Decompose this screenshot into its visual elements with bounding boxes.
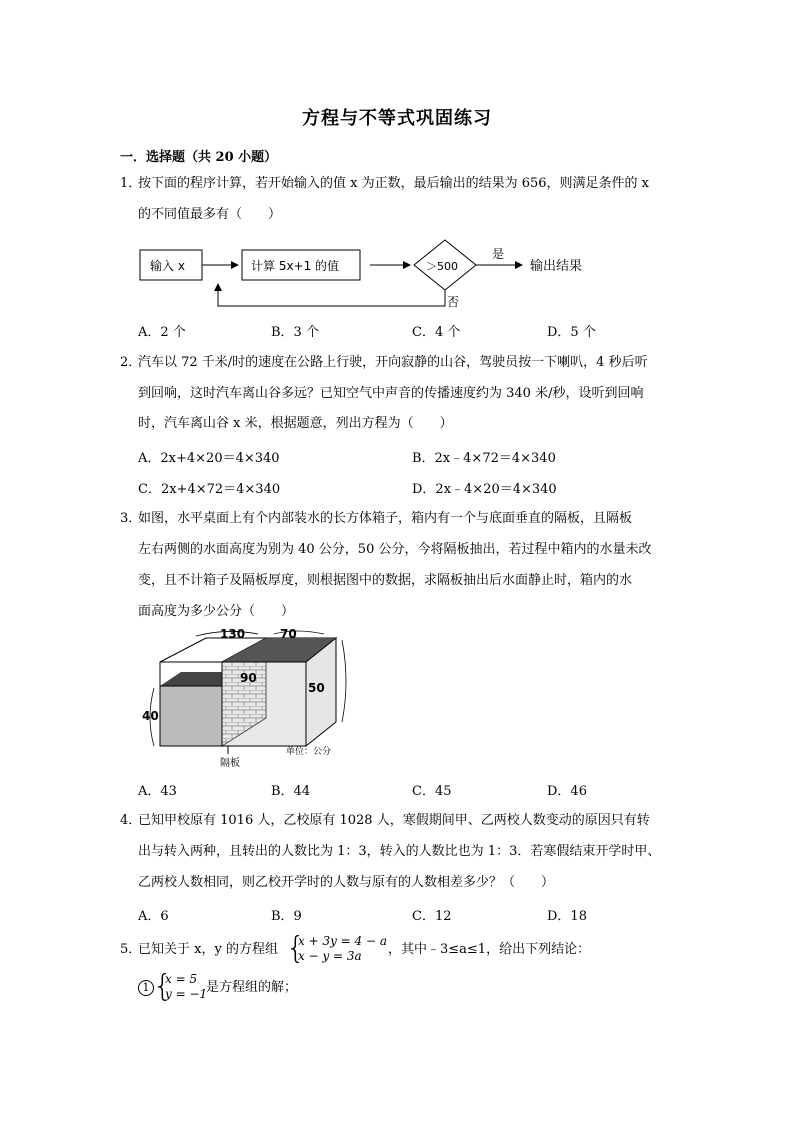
label-40: 40 <box>142 709 159 723</box>
q4-line1: 已知甲校原有 1016 人，乙校原有 1028 人，寒假期间甲、乙两校人数变动的原因只有转 <box>138 813 650 828</box>
label-90: 90 <box>240 671 257 685</box>
left-water-front <box>160 686 222 746</box>
q3-option-a: A．43 <box>138 784 177 799</box>
q5-number: 5． <box>120 942 142 957</box>
q5-c1-text: 是方程组的解； <box>206 980 298 995</box>
q5-pre: 已知关于 x，y 的方程组 <box>138 942 278 957</box>
q3-line1: 如图，水平桌面上有个内部装水的长方体箱子，箱内有一个与底面垂直的隔板，且隔板 <box>138 511 633 526</box>
q5-c1-brace: { <box>153 969 173 1004</box>
q5-eq2: x − y = 3a <box>298 949 362 963</box>
q4-number: 4． <box>120 813 142 828</box>
flow-output-text: 输出结果 <box>530 259 583 274</box>
q1-line2: 的不同值最多有（ ） <box>138 207 282 222</box>
label-70: 70 <box>280 627 297 641</box>
q3-box-figure <box>136 626 368 772</box>
q1-flowchart <box>130 236 610 316</box>
q2-option-b: B．2x﹣4×72＝4×340 <box>412 451 556 466</box>
circled-number: 1 <box>138 980 154 996</box>
q3-line3: 变，且不计箱子及隔板厚度，则根据图中的数据，求隔板抽出后水面静止时，箱内的水 <box>138 573 633 588</box>
page-title: 方程与不等式巩固练习 <box>302 108 492 129</box>
label-130: 130 <box>220 627 246 641</box>
label-unit: 单位：公分 <box>286 747 332 757</box>
q1-option-d: D．5 个 <box>547 325 596 340</box>
right-water-front <box>222 662 306 746</box>
q1-option-c: C．4 个 <box>412 325 461 340</box>
q5-post: ，其中﹣3≤a≤1，给出下列结论： <box>388 942 591 957</box>
q1-option-b: B．3 个 <box>271 325 319 340</box>
q1-line1: 按下面的程序计算，若开始输入的值 x 为正数，最后输出的结果为 656，则满足条件的 x <box>138 176 650 191</box>
label-partition: 隔板 <box>220 758 240 769</box>
q5-eq1: x + 3y = 4 − a <box>298 934 388 948</box>
q3-option-c: C．45 <box>412 784 452 799</box>
q5-c1-eq1: x = 5 <box>165 972 198 986</box>
flow-loop-arrow <box>218 284 445 306</box>
flow-yes-label: 是 <box>492 247 505 261</box>
q4-line2: 出与转入两种，且转出的人数比为 1：3，转入的人数比也为 1：3．若寒假结束开学时甲、 <box>138 844 661 859</box>
q4-line3: 乙两校人数相同，则乙校开学时的人数与原有的人数相差多少？（ ） <box>138 875 555 890</box>
q2-line3: 时，汽车离山谷 x 米，根据题意，列出方程为（ ） <box>138 416 453 431</box>
q2-line2: 到回响，这时汽车离山谷多远？已知空气中声音的传播速度约为 340 米/秒，设听到回响 <box>138 386 644 401</box>
q3-line4: 面高度为多少公分（ ） <box>138 604 295 619</box>
q5-conclusion-1-mark <box>138 980 154 996</box>
q2-option-a: A．2x+4×20＝4×340 <box>138 451 280 466</box>
dim-right-arc <box>342 640 346 722</box>
q5-c1-eq2: y = −1 <box>165 987 208 1001</box>
q2-option-d: D．2x﹣4×20＝4×340 <box>412 482 557 497</box>
q3-option-d: D．46 <box>547 784 587 799</box>
q4-option-b: B．9 <box>271 909 302 924</box>
flow-compute-text: 计算 5x+1 的值 <box>251 259 340 273</box>
q4-option-a: A．6 <box>138 909 169 924</box>
q3-line2: 左右两侧的水面高度为别为 40 公分，50 公分，今将隔板抽出，若过程中箱内的水量未改 <box>138 542 652 557</box>
q2-number: 2． <box>120 355 142 370</box>
q1-option-a: A．2 个 <box>138 325 186 340</box>
q4-option-c: C．12 <box>412 909 452 924</box>
q4-option-d: D．18 <box>547 909 587 924</box>
q3-option-b: B．44 <box>271 784 311 799</box>
q1-number: 1． <box>120 176 142 191</box>
q3-number: 3． <box>120 511 142 526</box>
q2-option-c: C．2x+4×72＝4×340 <box>138 482 281 497</box>
flow-condition-text: ＞500 <box>426 260 458 273</box>
section-heading: 一．选择题（共 20 小题） <box>120 150 278 165</box>
q5-system-brace: { <box>286 931 306 966</box>
flow-input-text: 输入 x <box>150 259 185 273</box>
flow-no-label: 否 <box>447 295 460 309</box>
label-50: 50 <box>308 681 325 695</box>
q2-line1: 汽车以 72 千米/时的速度在公路上行驶，开向寂静的山谷，驾驶员按一下喇叭，4 秒后听 <box>138 355 648 370</box>
